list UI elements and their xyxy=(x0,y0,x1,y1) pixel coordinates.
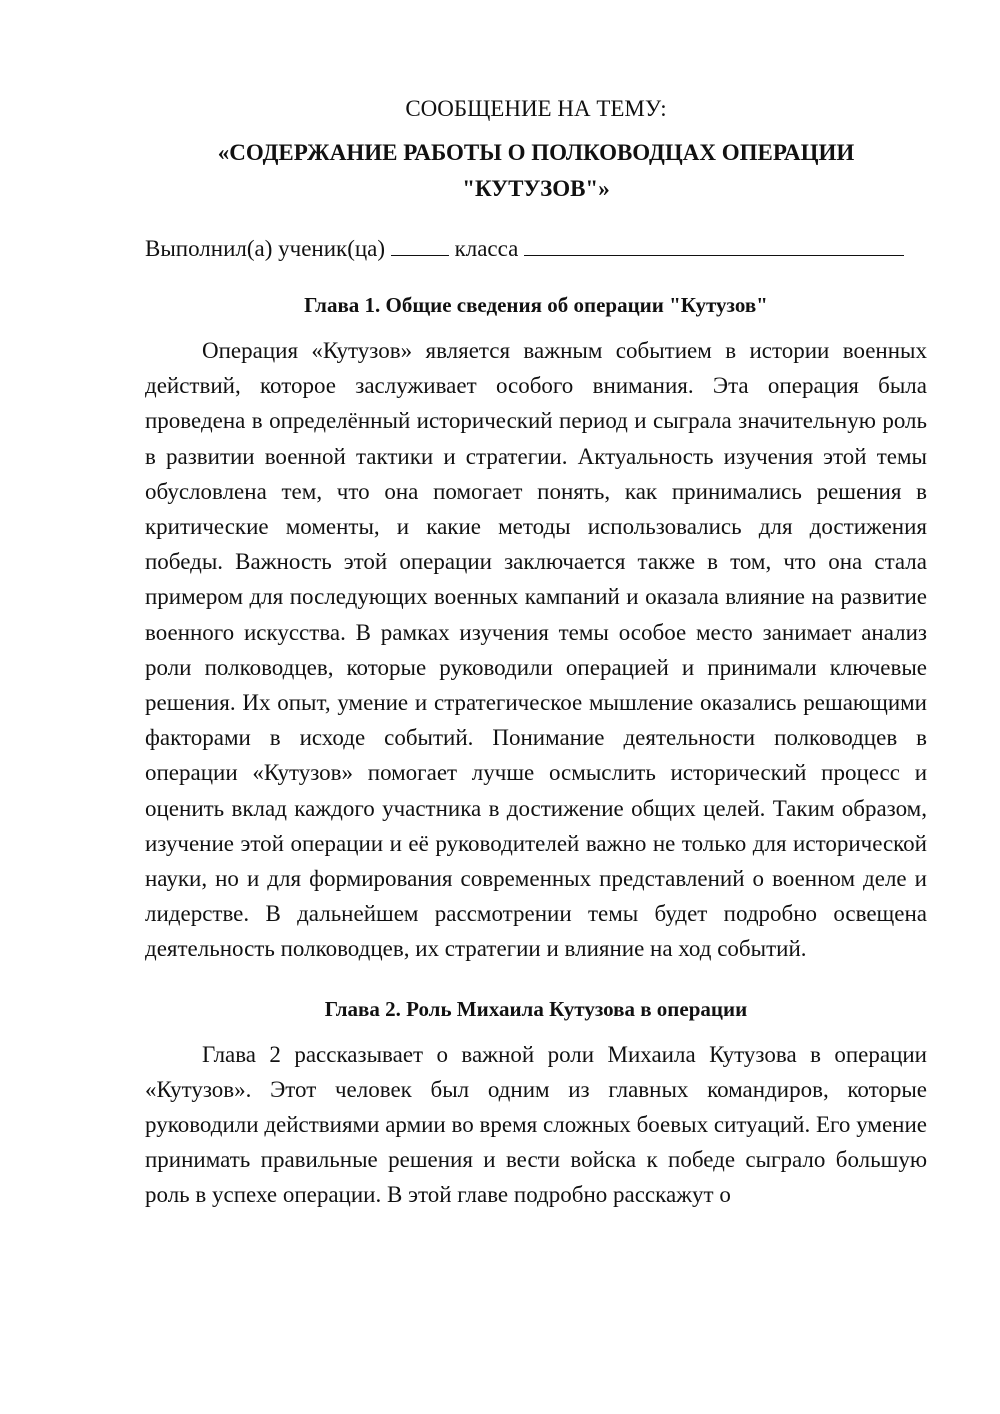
class-blank-field xyxy=(391,234,449,256)
report-topic-line-1: «СОДЕРЖАНИЕ РАБОТЫ О ПОЛКОВОДЦАХ ОПЕРАЦИИ xyxy=(217,140,855,165)
chapter-2-heading: Глава 2. Роль Михаила Кутузова в операции xyxy=(324,996,748,1021)
author-prefix: Выполнил(а) ученик(ца) xyxy=(145,236,386,261)
page-content xyxy=(145,93,927,1213)
report-label: СООБЩЕНИЕ НА ТЕМУ: xyxy=(405,96,667,121)
name-blank-field xyxy=(524,234,904,256)
chapter-1-paragraph: Операция «Кутузов» является важным событием в истории военных действий, которое заслуживает особого внимания. Эта операция была проведена в определённый исторический период и сыграла значительную роль в развитии военной тактики и стратегии. Актуальность изучения этой темы обусловлена тем, что она помогает понять, как принимались решения в критические моменты, и какие методы использовались для достижения победы. Важность этой операции заключается также в том, что она стала примером для последующих военных кампаний и оказала влияние на развитие военного искусства. В рамках изучения темы особое место занимает анализ роли полководцев, которые руководили операцией и принимали ключевые решения. Их опыт, умение и стратегическое мышление оказались решающими факторами в исходе событий. Понимание деятельности полководцев в операции «Кутузов» помогает лучше осмыслить исторический процесс и оценить вклад каждого участника в достижение общих целей. Таким образом, изучение этой операции и её руководителей важно не только для исторической науки, но и для формирования современных представлений о военном деле и лидерстве. В дальнейшем рассмотрении темы будет подробно освещена деятельность полководцев, их стратегии и влияние на ход событий. xyxy=(145,338,927,962)
author-line xyxy=(145,233,927,265)
chapter-1-heading: Глава 1. Общие сведения об операции "Кутузов" xyxy=(304,293,768,317)
class-word: класса xyxy=(454,236,519,261)
chapter-2-paragraph: Глава 2 рассказывает о важной роли Михаила Кутузова в операции «Кутузов». Этот человек был одним из главных командиров, которые руководили действиями армии во время сложных боевых ситуаций. Его умение принимать правильные решения и вести войска к победе сыграло большую роль в успехе операции. В этой главе подробно расскажут о xyxy=(145,1041,927,1208)
report-topic-line-2: "КУТУЗОВ"» xyxy=(462,176,610,201)
